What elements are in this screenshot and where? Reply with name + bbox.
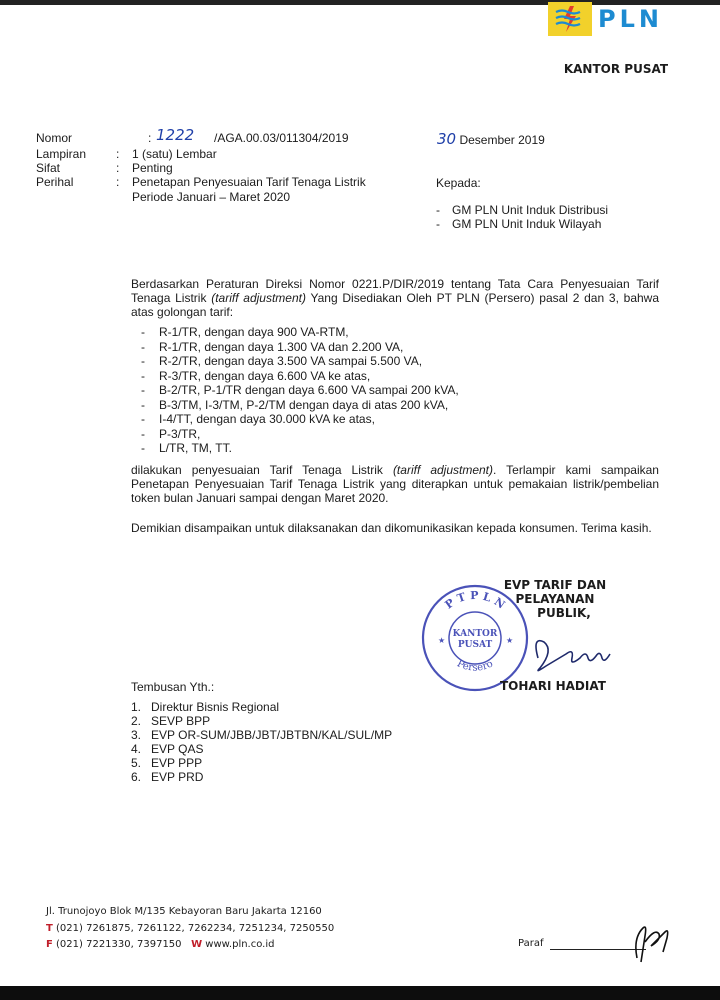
office-heading: KANTOR PUSAT: [563, 62, 668, 76]
tariff-item: - P-3/TR,: [141, 427, 459, 442]
lampiran-value: 1 (satu) Lembar: [132, 147, 217, 161]
paraf-label: Paraf: [518, 938, 544, 949]
svg-text:★: ★: [506, 636, 514, 645]
date-day-handwritten: 30: [437, 130, 457, 148]
tariff-item: - B-2/TR, P-1/TR dengan daya 6.600 VA sampai 200 kVA,: [141, 383, 459, 398]
paraf-initials: [625, 918, 675, 966]
tariff-item: - B-3/TM, I-3/TM, P-2/TM dengan daya di atas 200 kVA,: [141, 398, 459, 413]
date-rest: Desember 2019: [459, 133, 545, 147]
tariff-item: - L/TR, TM, TT.: [141, 441, 459, 456]
cc-item: 2. SEVP BPP: [131, 714, 211, 728]
recipient-item: - GM PLN Unit Induk Wilayah: [436, 217, 608, 231]
svg-text:KANTOR: KANTOR: [452, 629, 498, 639]
cc-item: 5. EVP PPP: [131, 756, 203, 770]
signatory-title: EVP TARIF DAN PELAYANAN PUBLIK,: [503, 578, 607, 620]
cc-item: 6. EVP PRD: [131, 770, 204, 784]
svg-text:PUSAT: PUSAT: [457, 640, 493, 650]
tariff-item: - R-3/TR, dengan daya 6.600 VA ke atas,: [141, 369, 459, 384]
cc-item: 1. Direktur Bisnis Regional: [131, 700, 280, 714]
cc-item: 4. EVP QAS: [131, 742, 204, 756]
closing-paragraph: Demikian disampaikan untuk dilaksanakan dan dikomunikasikan kepada konsumen. Terima kasih.: [131, 521, 652, 535]
footer-fax-web: F (021) 7221330, 7397150 W www.pln.co.id: [46, 939, 275, 950]
tariff-item: - R-1/TR, dengan daya 1.300 VA dan 2.200 VA,: [141, 340, 459, 355]
perihal-line2: Periode Januari – Maret 2020: [132, 190, 291, 204]
pln-logo: [548, 2, 663, 36]
nomor-value: /AGA.00.03/011304/2019: [214, 131, 349, 145]
signatory-name: TOHARI HADIAT: [500, 679, 606, 693]
colon: :: [116, 161, 120, 175]
tariff-item: - R-2/TR, dengan daya 3.500 VA sampai 5.500 VA,: [141, 354, 459, 369]
letter-date: [437, 130, 545, 148]
cc-item: 3. EVP OR-SUM/JBB/JBT/JBTBN/KAL/SUL/MP: [131, 728, 393, 742]
adjustment-paragraph: dilakukan penyesuaian Tarif Tenaga Listrik (tariff adjustment). Terlampir kami sampaikan Penetapan Penyesuaian Tarif Tenaga Listrik yang diterapkan untuk pemakaian listrik/pembelian token bulan Januari sampai dengan Maret 2020.: [131, 463, 659, 505]
footer-phone: T (021) 7261875, 7261122, 7262234, 7251234, 7250550: [46, 923, 335, 934]
footer-address: Jl. Trunojoyo Blok M/135 Kebayoran Baru Jakarta 12160: [46, 906, 322, 917]
recipient-list: [436, 203, 608, 231]
nomor-handwritten: 1222: [156, 126, 195, 144]
cc-title: Tembusan Yth.:: [131, 680, 215, 694]
perihal-label: Perihal: [36, 175, 74, 189]
recipient-item: - GM PLN Unit Induk Distribusi: [436, 203, 608, 217]
svg-text:P T P L N: P T P L N: [442, 588, 508, 612]
lightning-icon: [548, 2, 592, 36]
colon: :: [116, 147, 120, 161]
sifat-value: Penting: [132, 161, 173, 175]
colon: :: [148, 131, 152, 145]
sifat-label: Sifat: [36, 161, 61, 175]
svg-text:Persero: Persero: [455, 658, 495, 674]
perihal-line1: Penetapan Penyesuaian Tarif Tenaga Listrik: [132, 175, 366, 189]
recipient-label: Kepada:: [436, 176, 481, 190]
nomor-label: Nomor: [36, 131, 73, 145]
intro-paragraph: Berdasarkan Peraturan Direksi Nomor 0221.P/DIR/2019 tentang Tata Cara Penyesuaian Tarif Tenaga Listrik (tariff adjustment) Yang Disediakan Oleh PT PLN (Persero) pasal 2 dan 3, bahwa atas golongan tarif:: [131, 277, 660, 319]
lampiran-label: Lampiran: [36, 147, 87, 161]
tariff-item: - I-4/TT, dengan daya 30.000 kVA ke atas,: [141, 412, 459, 427]
cc-list: [131, 700, 392, 784]
logo-text: PLN: [598, 5, 663, 33]
tariff-item: - R-1/TR, dengan daya 900 VA-RTM,: [141, 325, 459, 340]
tariff-list: [141, 325, 459, 456]
handwritten-signature: [530, 628, 620, 678]
colon: :: [116, 175, 120, 189]
bottom-edge: [0, 986, 720, 1000]
svg-text:★: ★: [438, 636, 446, 645]
